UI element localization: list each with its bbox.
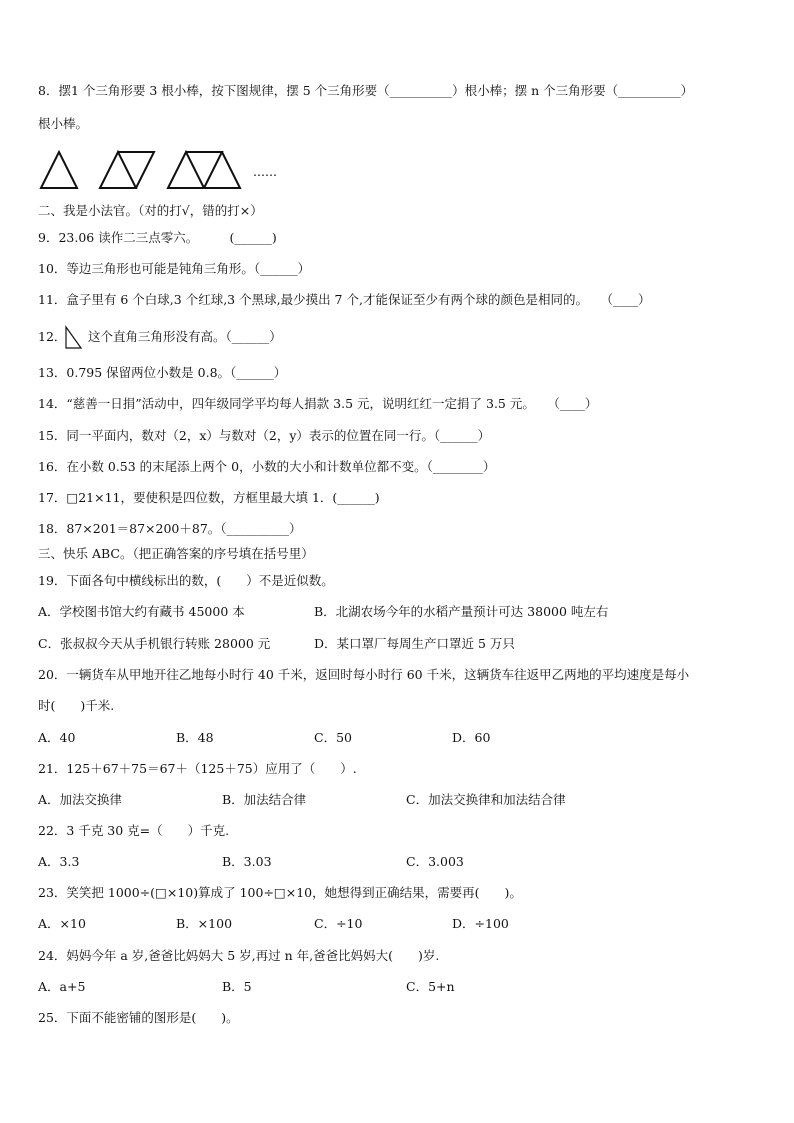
q19-option-a: A．学校图书馆大约有藏书 45000 本 xyxy=(38,604,245,619)
question-12-text: 这个直角三角形没有高。（______） xyxy=(88,329,282,344)
q20-option-a: A．40 xyxy=(38,730,76,745)
q20-option-d: D．60 xyxy=(452,730,491,745)
question-23-stem: 23．笑笑把 1000÷(□×10)算成了 100÷□×10，她想得到正确结果，需要再( )。 xyxy=(38,885,522,900)
question-24-stem: 24．妈妈今年 a 岁,爸爸比妈妈大 5 岁,再过 n 年,爸爸比妈妈大( )岁. xyxy=(38,948,440,963)
triangle-3c xyxy=(204,152,240,188)
question-22-stem: 22．3 千克 30 克=（ ）千克. xyxy=(38,823,230,838)
question-17: 17．□21×11，要使积是四位数，方框里最大填 1．(______) xyxy=(38,490,380,505)
q8-stem-line2: 根小棒。 xyxy=(38,116,89,131)
triangle-1 xyxy=(41,152,77,188)
q23-option-b: B．×100 xyxy=(176,916,233,931)
q22-option-c: C．3.003 xyxy=(406,854,464,869)
question-20-stem-line1: 20．一辆货车从甲地开往乙地每小时行 40 千米，返回时每小时行 60 千米，这辆货车往返甲乙两地的平均速度是每小 xyxy=(38,667,690,682)
q21-option-a: A．加法交换律 xyxy=(38,792,123,807)
q8-stem-line1: 8．摆1 个三角形要 3 根小棒，按下图规律，摆 5 个三角形要（__________）根小棒；摆 n 个三角形要（__________） xyxy=(38,83,694,98)
ellipsis: …… xyxy=(253,165,277,179)
triangle-pattern-figure xyxy=(38,146,338,194)
question-20-stem-line2: 时( )千米. xyxy=(38,698,115,713)
q23-option-a: A．×10 xyxy=(38,916,86,931)
triangle-2a xyxy=(100,152,136,188)
q22-option-b: B．3.03 xyxy=(222,854,272,869)
section3-title: 三、快乐 ABC。（把正确答案的序号填在括号里） xyxy=(38,546,314,561)
question-15: 15．同一平面内，数对（2，x）与数对（2，y）表示的位置在同一行。（______） xyxy=(38,428,491,443)
q24-option-a: A．a+5 xyxy=(38,979,86,994)
q24-option-b: B．5 xyxy=(222,979,252,994)
question-10: 10．等边三角形也可能是钝角三角形。（______） xyxy=(38,261,311,276)
question-16: 16．在小数 0.53 的末尾添上两个 0，小数的大小和计数单位都不变。（________） xyxy=(38,459,496,474)
question-19-stem: 19．下面各句中横线标出的数，( ）不是近似数。 xyxy=(38,573,334,588)
question-18: 18．87×201＝87×200＋87。（__________） xyxy=(38,521,302,536)
triangle-2b xyxy=(118,152,154,188)
question-13: 13．0.795 保留两位小数是 0.8。（______） xyxy=(38,365,287,380)
question-25-stem: 25．下面不能密铺的图形是( )。 xyxy=(38,1010,239,1025)
q20-option-b: B．48 xyxy=(176,730,214,745)
question-11: 11．盒子里有 6 个白球,3 个红球,3 个黑球,最少摸出 7 个,才能保证至少有两个球的颜色是相同的。 （____） xyxy=(38,292,651,307)
q21-option-b: B．加法结合律 xyxy=(222,792,307,807)
triangle-3b xyxy=(186,152,222,188)
q23-option-d: D．÷100 xyxy=(452,916,509,931)
question-21-stem: 21．125＋67＋75＝67＋（125＋75）应用了（ ）. xyxy=(38,761,357,776)
q19-option-b: B．北湖农场今年的水稻产量预计可达 38000 吨左右 xyxy=(314,604,609,619)
q20-option-c: C．50 xyxy=(314,730,352,745)
q21-option-c: C．加法交换律和加法结合律 xyxy=(406,792,566,807)
question-14: 14．“慈善一日捐”活动中，四年级同学平均每人捐款 3.5 元，说明红红一定捐了 3.5 元。 （____） xyxy=(38,396,598,411)
question-9: 9．23.06 读作二三点零六。 (______) xyxy=(38,230,277,245)
q19-option-c: C．张叔叔今天从手机银行转账 28000 元 xyxy=(38,636,271,651)
triangle-3a xyxy=(168,152,204,188)
q22-option-a: A．3.3 xyxy=(38,854,80,869)
right-triangle-icon xyxy=(62,325,84,351)
q24-option-c: C．5+n xyxy=(406,979,455,994)
question-12-number: 12． xyxy=(38,329,67,344)
q19-option-d: D．某口罩厂每周生产口罩近 5 万只 xyxy=(314,636,515,651)
section2-title: 二、我是小法官。（对的打√，错的打×） xyxy=(38,203,263,218)
q23-option-c: C．÷10 xyxy=(314,916,363,931)
